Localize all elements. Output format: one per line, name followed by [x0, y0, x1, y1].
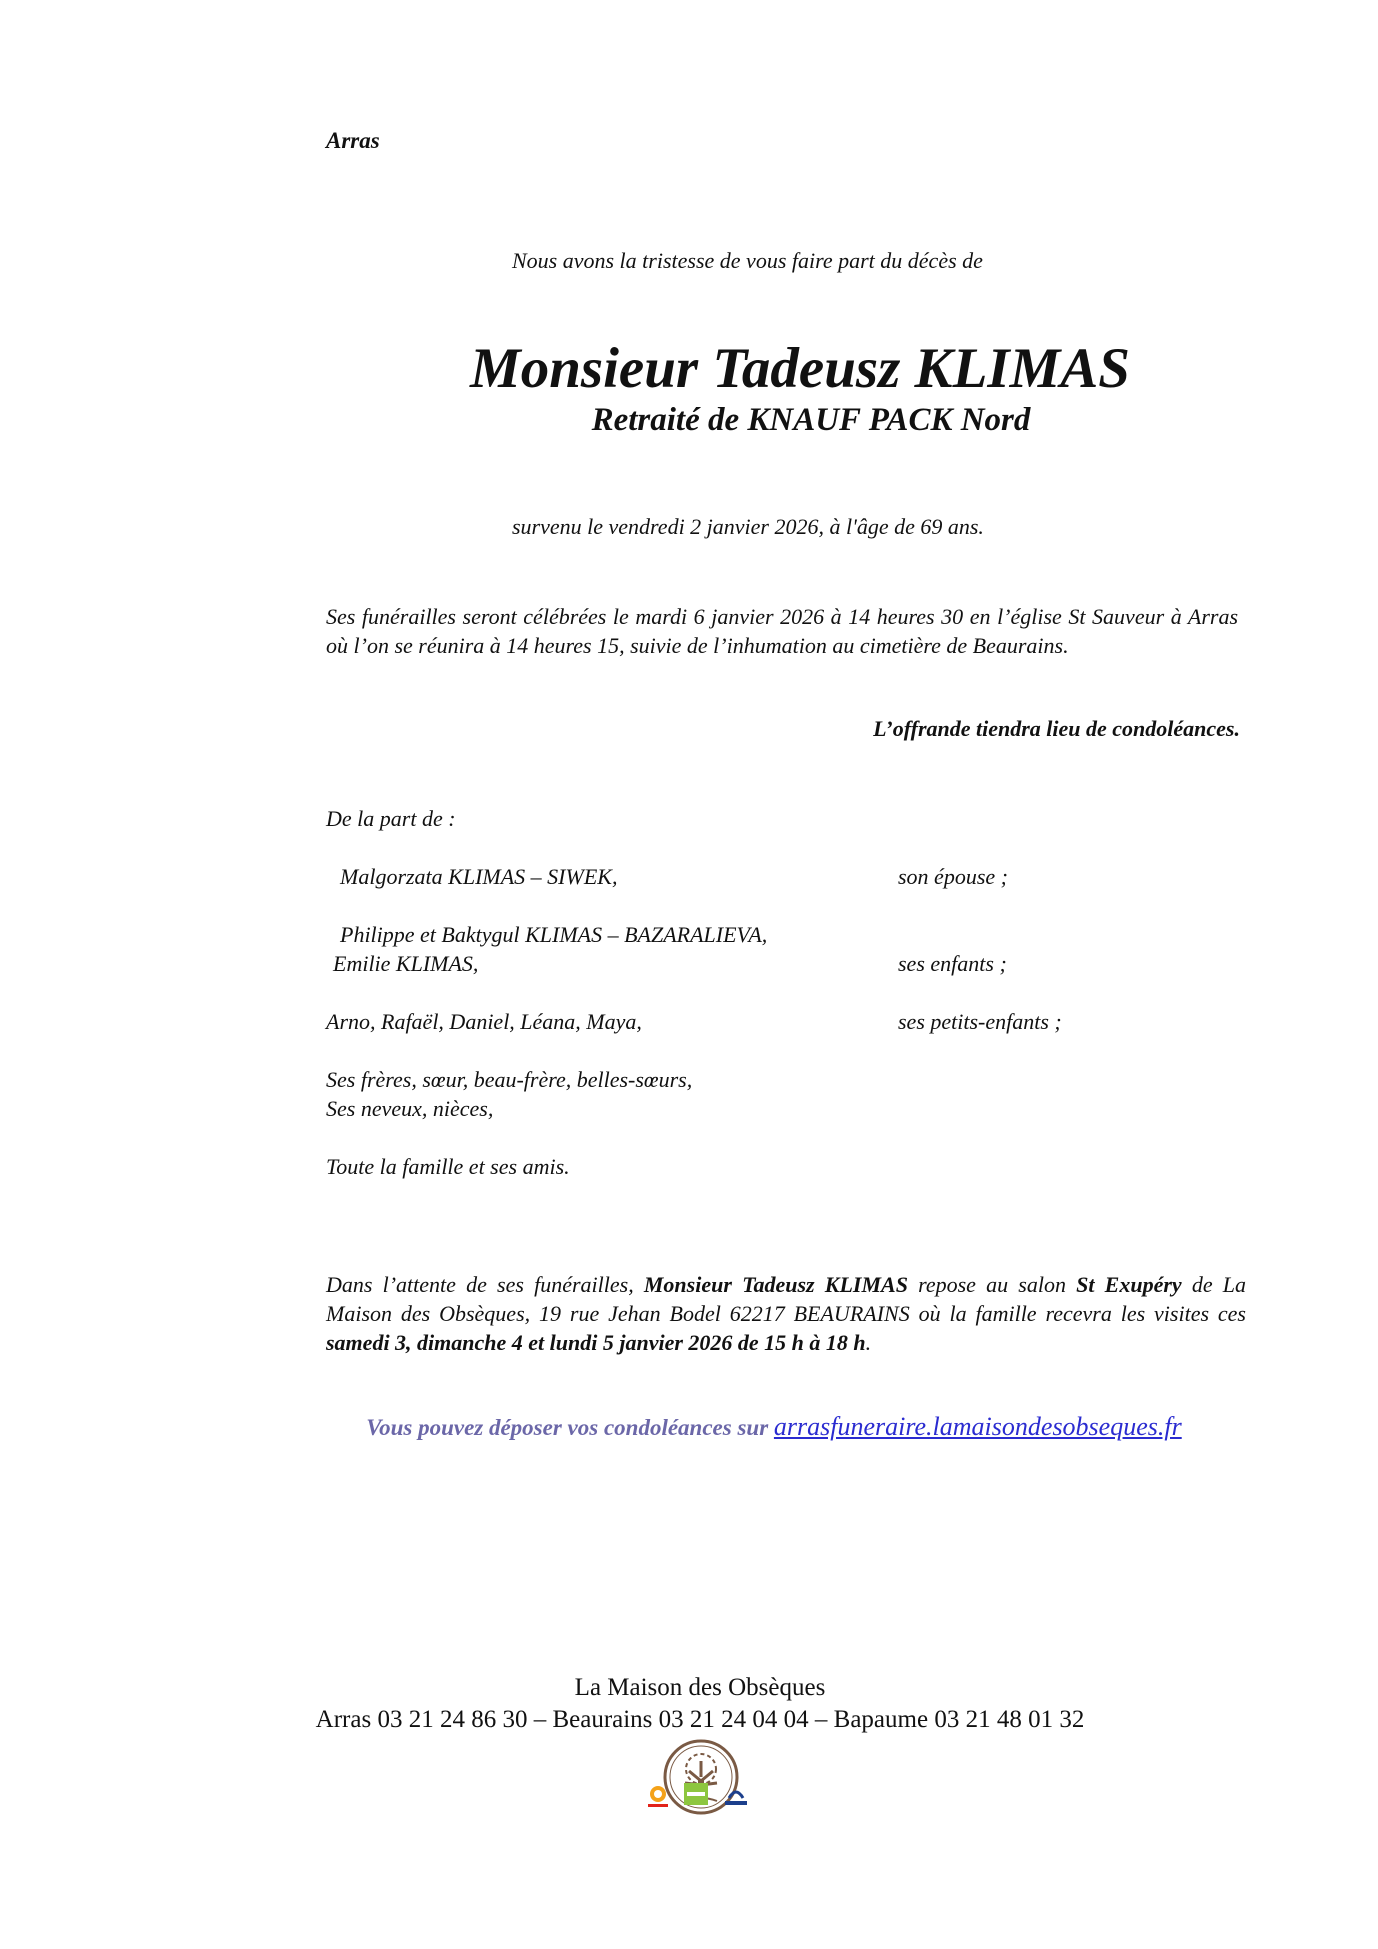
ingeni-logo-icon — [683, 1782, 709, 1808]
family-row-left: Ses neveux, nièces, — [326, 1096, 494, 1121]
family-row-left: Emilie KLIMAS, — [333, 951, 479, 976]
footer-phones: Arras 03 21 24 86 30 – Beaurains 03 21 24 04 04 – Bapaume 03 21 48 01 32 — [315, 1706, 1085, 1733]
visit-text-4: . — [865, 1330, 872, 1355]
visit-details — [326, 1270, 1246, 1357]
visit-dates: samedi 3, dimanche 4 et lundi 5 janvier 2026 de 15 h à 18 h — [326, 1330, 866, 1355]
family-row-left: Philippe et Baktygul KLIMAS – BAZARALIEVA, — [340, 922, 768, 947]
visit-text-1: Dans l’attente de ses funérailles, — [326, 1272, 644, 1297]
family-row-left: Toute la famille et ses amis. — [326, 1154, 570, 1179]
family-row-left: Malgorzata KLIMAS – SIWEK, — [340, 864, 618, 889]
condolences-label: Vous pouvez déposer vos condoléances sur — [366, 1415, 774, 1440]
city-header: Arras — [326, 128, 380, 153]
visit-salon: St Exupéry — [1076, 1272, 1182, 1297]
mutac-logo-icon — [723, 1784, 749, 1810]
family-row-right: ses petits-enfants ; — [898, 1009, 1062, 1034]
harmonie-mutuelle-logo-icon — [645, 1784, 671, 1810]
visit-text-2: repose au salon — [907, 1272, 1077, 1297]
family-row-left: Arno, Rafaël, Daniel, Léana, Maya, — [326, 1009, 642, 1034]
condolences-line — [0, 1412, 1378, 1442]
visit-text-3: de La Maison des Obsèques, 19 rue Jehan Bodel 62217 BEAURAINS où la famille recevra les visites ces — [326, 1272, 1247, 1326]
visit-name: Monsieur Tadeusz KLIMAS — [643, 1272, 908, 1297]
family-row-left: Ses frères, sœur, beau-frère, belles-sœurs, — [326, 1067, 693, 1092]
deceased-name: Monsieur Tadeusz KLIMAS — [470, 337, 1130, 400]
family-row-right: son épouse ; — [898, 864, 1008, 889]
deceased-subtitle: Retraité de KNAUF PACK Nord — [591, 402, 1031, 438]
death-details: survenu le vendredi 2 janvier 2026, à l'âge de 69 ans. — [512, 514, 984, 539]
offering-note: L’offrande tiendra lieu de condoléances. — [873, 716, 1240, 741]
funeral-details: Ses funérailles seront célébrées le mardi 6 janvier 2026 à 14 heures 30 en l’église St Sauveur à Arras où l’on se réunira à 14 heures 15, suivie de l’inhumation au cimetière de Beaurains. — [326, 604, 1238, 658]
family-row-right: ses enfants ; — [898, 951, 1007, 976]
intro-text: Nous avons la tristesse de vous faire part du décès de — [512, 248, 983, 273]
from-label: De la part de : — [326, 806, 456, 831]
footer-company: La Maison des Obsèques — [574, 1674, 826, 1701]
condolences-link[interactable]: arrasfuneraire.lamaisondesobseques.fr — [773, 1412, 1182, 1441]
